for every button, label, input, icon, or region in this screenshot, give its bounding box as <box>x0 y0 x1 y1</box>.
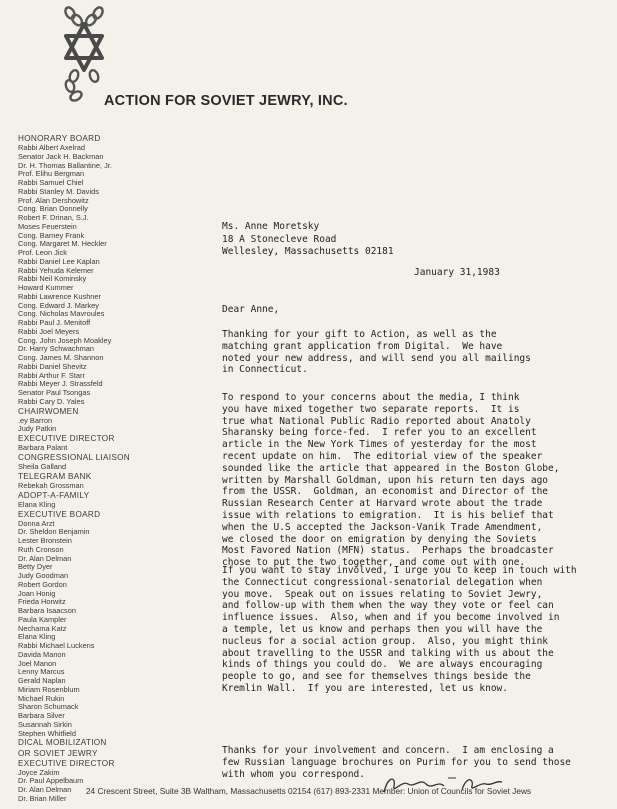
sidebar-member-name: Cong. James M. Shannon <box>18 353 104 363</box>
sidebar-heading: DICAL MOBILIZATION <box>18 738 107 748</box>
paragraph: To respond to your concerns about the media, I think you have mixed together two separate reports. It is true what National Public Radio reported about Anatoly Sharansky being force-fed. I refer you to an excellent article in the New York Times of yesterday for the most recent update on him. The editorial view of the speaker sounded like the article that appeared in the Boston Globe, written by Marshall Goldman, upon his return ten days ago from the USSR. Goldman, an economist and Director of the Russian Research Center at Harvard wrote about the trade issue with relations to emigration. It is his belief that when the U.S accepted the Jackson-Vanik Trade Amendment, we closed the door on emigration by denying the Soviets Most Favored Nation (MFN) status. Perhaps the broadcaster chose to put the two together, and come out with one. <box>222 392 560 569</box>
sidebar-member-name: Judy Goodman <box>18 571 69 581</box>
sidebar-member-name: Judy Patkin <box>18 424 57 434</box>
sidebar-member-name: Sheila Galland <box>18 462 67 472</box>
sidebar-member-name: Miriam Rosenblum <box>18 684 80 694</box>
organization-name: ACTION FOR SOVIET JEWRY, INC. <box>104 93 348 109</box>
sidebar-member-name: Dr. Paul Appelbaum <box>18 776 84 786</box>
address-line: 18 A Stonecleve Road <box>222 233 337 245</box>
sidebar-member-name: Robert F. Drinan, S.J. <box>18 213 89 223</box>
sidebar-member-name: Cong. Edward J. Markey <box>18 300 99 310</box>
sidebar-member-name: Rabbi Paul J. Menitoff <box>18 318 91 328</box>
sidebar-member-name: Rebekah Grossman <box>18 480 84 490</box>
sidebar-member-name: Betty Dyer <box>18 562 53 572</box>
sidebar-heading: CHAIRWOMEN <box>18 406 79 416</box>
sidebar-heading: EXECUTIVE DIRECTOR <box>18 434 115 444</box>
letter-date: January 31,1983 <box>414 267 500 278</box>
letterhead-footer: 24 Crescent Street, Suite 3B Waltham, Massachusetts 02154 (617) 893-2331 Member: Union of Councils for Soviet Jews <box>85 786 532 796</box>
sidebar-member-name: Senator Jack H. Backman <box>18 151 104 161</box>
paragraph: Thanks for your involvement and concern. I am enclosing a few Russian language brochures on Purim for you to send those with whom you correspond. <box>222 745 571 780</box>
sidebar-heading: OR SOVIET JEWRY <box>18 748 98 758</box>
sidebar-member-name: Dr. Alan Delman <box>18 553 72 563</box>
sidebar-member-name: Rabbi Daniel Lee Kaplan <box>18 256 100 266</box>
sidebar-member-name: Cong. Margaret M. Heckler <box>18 239 107 249</box>
sidebar-member-name: Dr. Alan Delman <box>18 785 72 795</box>
address-line: Ms. Anne Moretsky <box>222 221 320 232</box>
sidebar-member-name: Cong. Brian Donnelly <box>18 204 88 214</box>
sidebar-member-name: Rabbi Cary D. Yales <box>18 396 85 406</box>
address-line: Wellesley, Massachusetts 02181 <box>222 246 394 258</box>
sidebar-member-name: Dr. Brian Miller <box>18 793 67 803</box>
sidebar-member-name: Davida Manon <box>18 649 66 659</box>
sidebar-member-name: Barbara Silver <box>18 711 65 721</box>
sidebar-member-name: Senator Paul Tsongas <box>18 388 91 398</box>
sidebar-member-name: Joel Manon <box>18 658 57 668</box>
recipient-address <box>222 221 394 259</box>
sidebar-member-name: Howard Kummer <box>18 283 74 293</box>
paragraph: Thanking for your gift to Action, as well as the matching grant application from Digital. We have noted your new address, and will send you all mailings in Connecticut. <box>222 329 531 376</box>
sidebar-member-name: Dr. H. Thomas Ballantine, Jr. <box>18 160 112 170</box>
sidebar-member-name: Donna Arzt <box>18 518 55 528</box>
sidebar-member-name: Lester Bronstein <box>18 536 72 546</box>
sidebar-member-name: Rabbi Neil Kominsky <box>18 274 87 284</box>
sidebar-member-name: Elana Kling <box>18 499 56 509</box>
sidebar-member-name: Rabbi Samuel Chiel <box>18 178 84 188</box>
board-members-sidebar <box>18 134 178 804</box>
sidebar-member-name: Joan Honig <box>18 588 56 598</box>
sidebar-heading: CONGRESSIONAL LIAISON <box>18 453 131 463</box>
sidebar-member-name: .ey Barron <box>18 415 53 425</box>
sidebar-member-name: Robert Gordon <box>18 579 67 589</box>
sidebar-member-name: Rabbi Michael Luckens <box>18 641 95 651</box>
sidebar-member-name: Stephen Whitfield <box>18 728 76 738</box>
sidebar-heading: EXECUTIVE DIRECTOR <box>18 758 115 768</box>
sidebar-member-name: Rabbi Meyer J. Strassfeld <box>18 379 103 389</box>
sidebar-member-name: Prof. Alan Dershowitz <box>18 195 89 205</box>
sidebar-heading: TELEGRAM BANK <box>18 471 92 481</box>
sidebar-member-name: Rabbi Stanley M. Davids <box>18 186 99 196</box>
sidebar-member-name: Ruth Cronson <box>18 544 64 554</box>
sidebar-member-name: Cong. Nicholas Mavroules <box>18 309 105 319</box>
sidebar-member-name: Rabbi Daniel Shevitz <box>18 361 87 371</box>
sidebar-member-name: Gerald Naplan <box>18 676 66 686</box>
sidebar-member-name: Michael Rukin <box>18 693 65 703</box>
sidebar-member-name: Dr. Harry Schwachman <box>18 344 94 354</box>
sidebar-member-name: Rabbi Arthur F. Starr <box>18 370 85 380</box>
sidebar-member-name: Barbara Isaacson <box>18 606 76 616</box>
sidebar-member-name: Dr. Sheldon Benjamin <box>18 527 90 537</box>
sidebar-member-name: Paula Kampler <box>18 614 67 624</box>
sidebar-member-name: Joyce Zakim <box>18 767 60 777</box>
sidebar-heading: EXECUTIVE BOARD <box>18 509 101 519</box>
sidebar-member-name: Rabbi Albert Axelrad <box>18 143 85 153</box>
sidebar-member-name: Elana Kling <box>18 632 56 642</box>
sidebar-member-name: Susannah Sirkin <box>18 719 72 729</box>
sidebar-member-name: Rabbi Yehuda Kelemer <box>18 265 94 275</box>
sidebar-member-name: Rabbi Joel Meyers <box>18 326 80 336</box>
paragraph: If you want to stay involved, I urge you to keep in touch with the Connecticut congressional-senatorial delegation when you move. Speak out on issues relating to Soviet Jewry, and follow-up with them when the way they vote or feel can influence issues. Also, when and if you become involved in a temple, let us know and perhaps then you will have the nucleus for a social action group. Also, you might think about travelling to the USSR and talking with us about the kinds of things you could do. We are always encouraging people to go, and see for themselves things beside the Kremlin Wall. If you are interested, let us know. <box>222 565 577 694</box>
sidebar-member-name: Cong. Barney Frank <box>18 230 85 240</box>
sidebar-member-name: Nechama Katz <box>18 623 67 633</box>
sidebar-member-name: Moses Feuerstein <box>18 221 77 231</box>
sidebar-member-name: Sharon Schumack <box>18 702 79 712</box>
sidebar-member-name: Lenny Marcus <box>18 667 65 677</box>
sidebar-member-name: Barbara Palant <box>18 443 68 453</box>
sidebar-member-name: Frieda Horwitz <box>18 597 66 607</box>
salutation: Dear Anne, <box>222 304 280 315</box>
sidebar-member-name: Rabbi Lawrence Kushner <box>18 291 101 301</box>
sidebar-member-name: Cong. John Joseph Moakley <box>18 335 112 345</box>
sidebar-member-name: Prof. Leon Jick <box>18 248 67 258</box>
sidebar-heading: ADOPT-A-FAMILY <box>18 490 90 500</box>
sidebar-heading: HONORARY BOARD <box>18 134 101 143</box>
sidebar-member-name: Prof. Elihu Bergman <box>18 169 85 179</box>
